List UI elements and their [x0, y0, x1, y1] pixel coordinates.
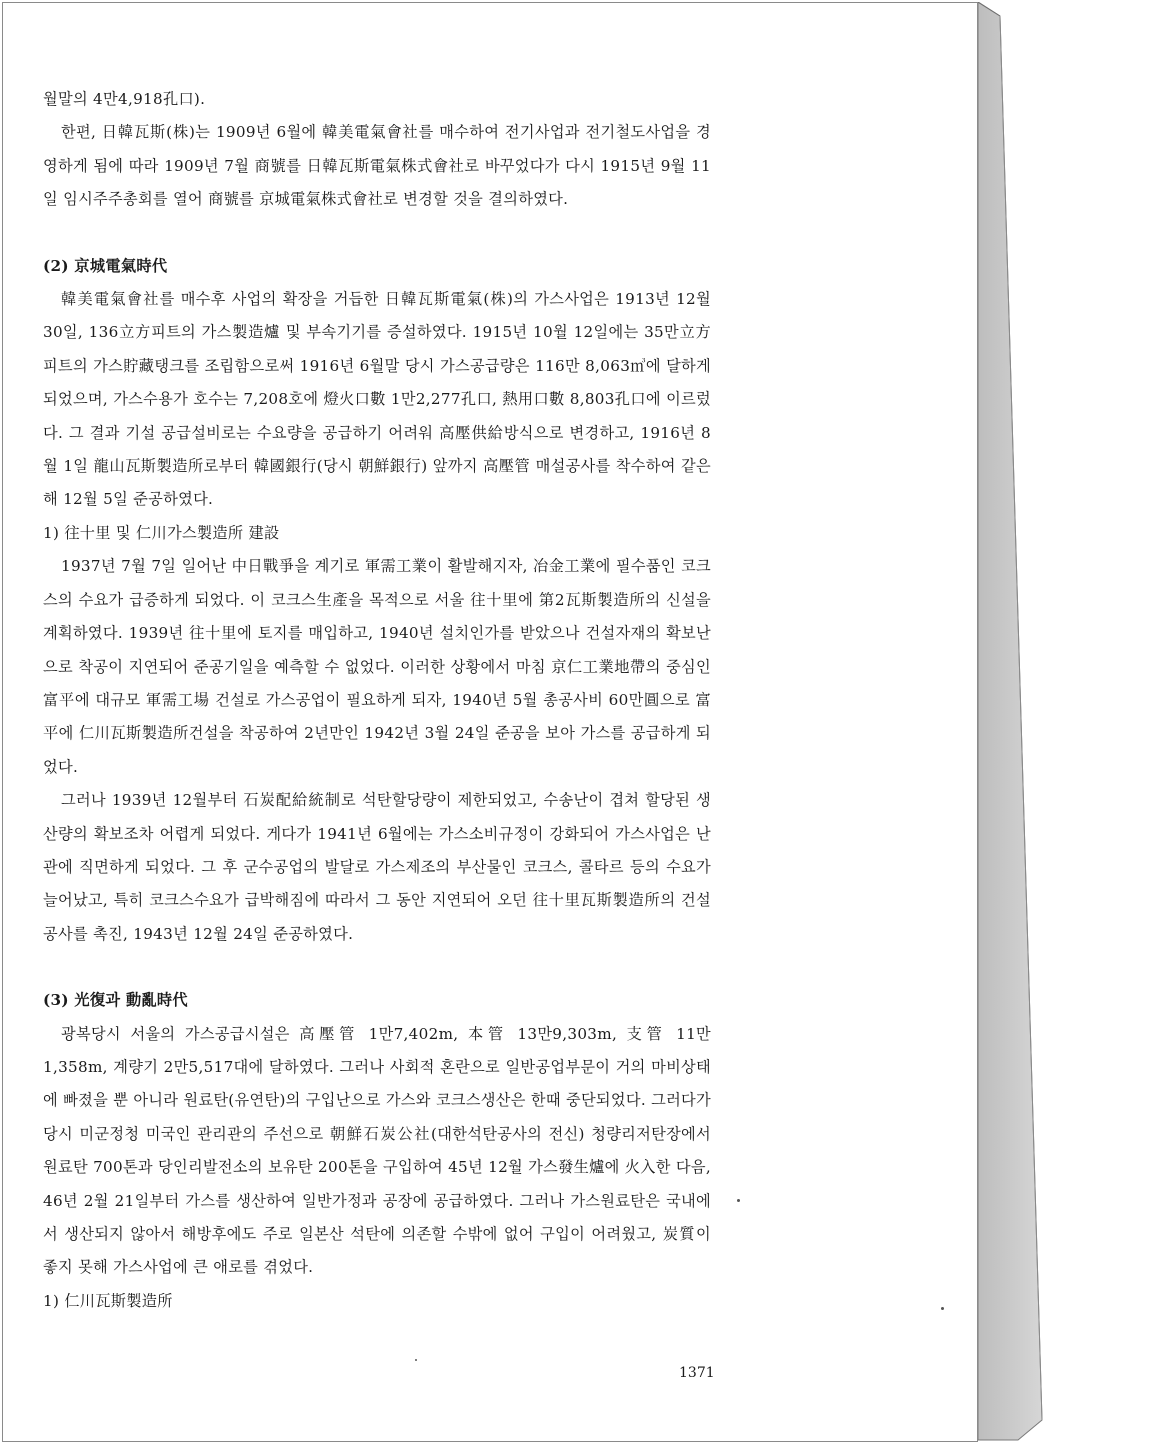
section-heading: (3) 光復과 動亂時代: [43, 991, 188, 1010]
section-spacer: [43, 217, 711, 250]
scan-speck: [737, 1199, 740, 1202]
page-number: 1371: [679, 1365, 715, 1381]
paragraph: 한편, 日韓瓦斯(株)는 1909년 6월에 韓美電氣會社를 매수하여 전기사업과 전기철도사업을 경영하게 됨에 따라 1909년 7월 商號를 日韓瓦斯電氣株式會社로 바꾸었다가 다시 1915년 9월 11일 임시주주총회를 열어 商號를 京城電氣株式會社로 변경할 것을 결의하였다.: [43, 123, 711, 209]
scan-speck: [941, 1307, 944, 1310]
paragraph: 광복당시 서울의 가스공급시설은 高壓管 1만7,402m, 本管 13만9,303m, 支管 11만 1,358m, 계량기 2만5,517대에 달하였다. 그러나 사회적 혼란으로 일반공업부문이 거의 마비상태에 빠졌을 뿐 아니라 원료탄(유연탄)의 구입난으로 가스와 코크스생산은 한때 중단되었다. 그러다가 당시 미군정청 미국인 관리관의 주선으로 朝鮮石炭公社(대한석탄공사의 전신) 청량리저탄장에서 원료탄 700톤과 당인리발전소의 보유탄 200톤을 구입하여 45년 12월 가스發生爐에 火入한 다음, 46년 2월 21일부터 가스를 생산하여 일반가정과 공장에 공급하였다. 그러나 가스원료탄은 국내에서 생산되지 않아서 해방후에도 주로 일본산 석탄에 의존할 수밖에 없어 구입이 어려웠고, 炭質이 좋지 못해 가스사업에 큰 애로를 겪었다.: [43, 1024, 711, 1277]
section-spacer: [43, 951, 711, 984]
paragraph: 1) 往十里 및 仁川가스製造所 建設: [43, 523, 280, 542]
paragraph: 그러나 1939년 12월부터 石炭配給統制로 석탄할당량이 제한되었고, 수송난이 겹쳐 할당된 생산량의 확보조차 어렵게 되었다. 게다가 1941년 6월에는 가스소비규정이 강화되어 가스사업은 난관에 직면하게 되었다. 그 후 군수공업의 발달로 가스제조의 부산물인 코크스, 콜타르 등의 수요가 늘어났고, 특히 코크스수요가 급박해짐에 따라서 그 동안 지연되어 오던 往十里瓦斯製造所의 건설공사를 촉진, 1943년 12월 24일 준공하였다.: [43, 791, 711, 943]
scan-speck: [415, 1359, 417, 1361]
section-heading: (2) 京城電氣時代: [43, 256, 168, 275]
paragraph: 월말의 4만4,918孔口).: [43, 90, 206, 108]
paragraph: 1937년 7월 7일 일어난 中日戰爭을 계기로 軍需工業이 활발해지자, 冶金工業에 필수품인 코크스의 수요가 급증하게 되었다. 이 코크스生產을 목적으로 서울 往十里에 第2瓦斯製造所의 신설을 계획하였다. 1939년 往十里에 토지를 매입하고, 1940년 설치인가를 받았으나 건설자재의 확보난으로 착공이 지연되어 준공기일을 예측할 수 없었다. 이러한 상황에서 마침 京仁工業地帶의 중심인 富平에 대규모 軍需工場 건설로 가스공업이 필요하게 되자, 1940년 5월 총공사비 60만圓으로 富平에 仁川瓦斯製造所건설을 착공하여 2년만인 1942년 3월 24일 준공을 보아 가스를 공급하게 되었다.: [43, 557, 711, 776]
paragraph: 1) 仁川瓦斯製造所: [43, 1291, 173, 1310]
document-page: [2, 2, 978, 1442]
paragraph: 韓美電氣會社를 매수후 사업의 확장을 거듭한 日韓瓦斯電氣(株)의 가스사업은 1913년 12월 30일, 136立方피트의 가스製造爐 및 부속기기를 증설하였다. 1915년 10월 12일에는 35만立方피트의 가스貯藏탱크를 조립함으로써 1916년 6월말 당시 가스공급량은 116만 8,063㎥에 달하게 되었으며, 가스수용가 호수는 7,208호에 燈火口數 1만2,277孔口, 熱用口數 8,803孔口에 이르렀다. 그 결과 기설 공급설비로는 수요량을 공급하기 어려워 高壓供給방식으로 변경하고, 1916년 8월 1일 龍山瓦斯製造所로부터 韓國銀行(당시 朝鮮銀行) 앞까지 高壓管 매설공사를 착수하여 같은 해 12월 5일 준공하였다.: [43, 290, 711, 509]
book-edge-shadow: [978, 2, 1044, 1442]
page-body: [43, 83, 711, 1318]
